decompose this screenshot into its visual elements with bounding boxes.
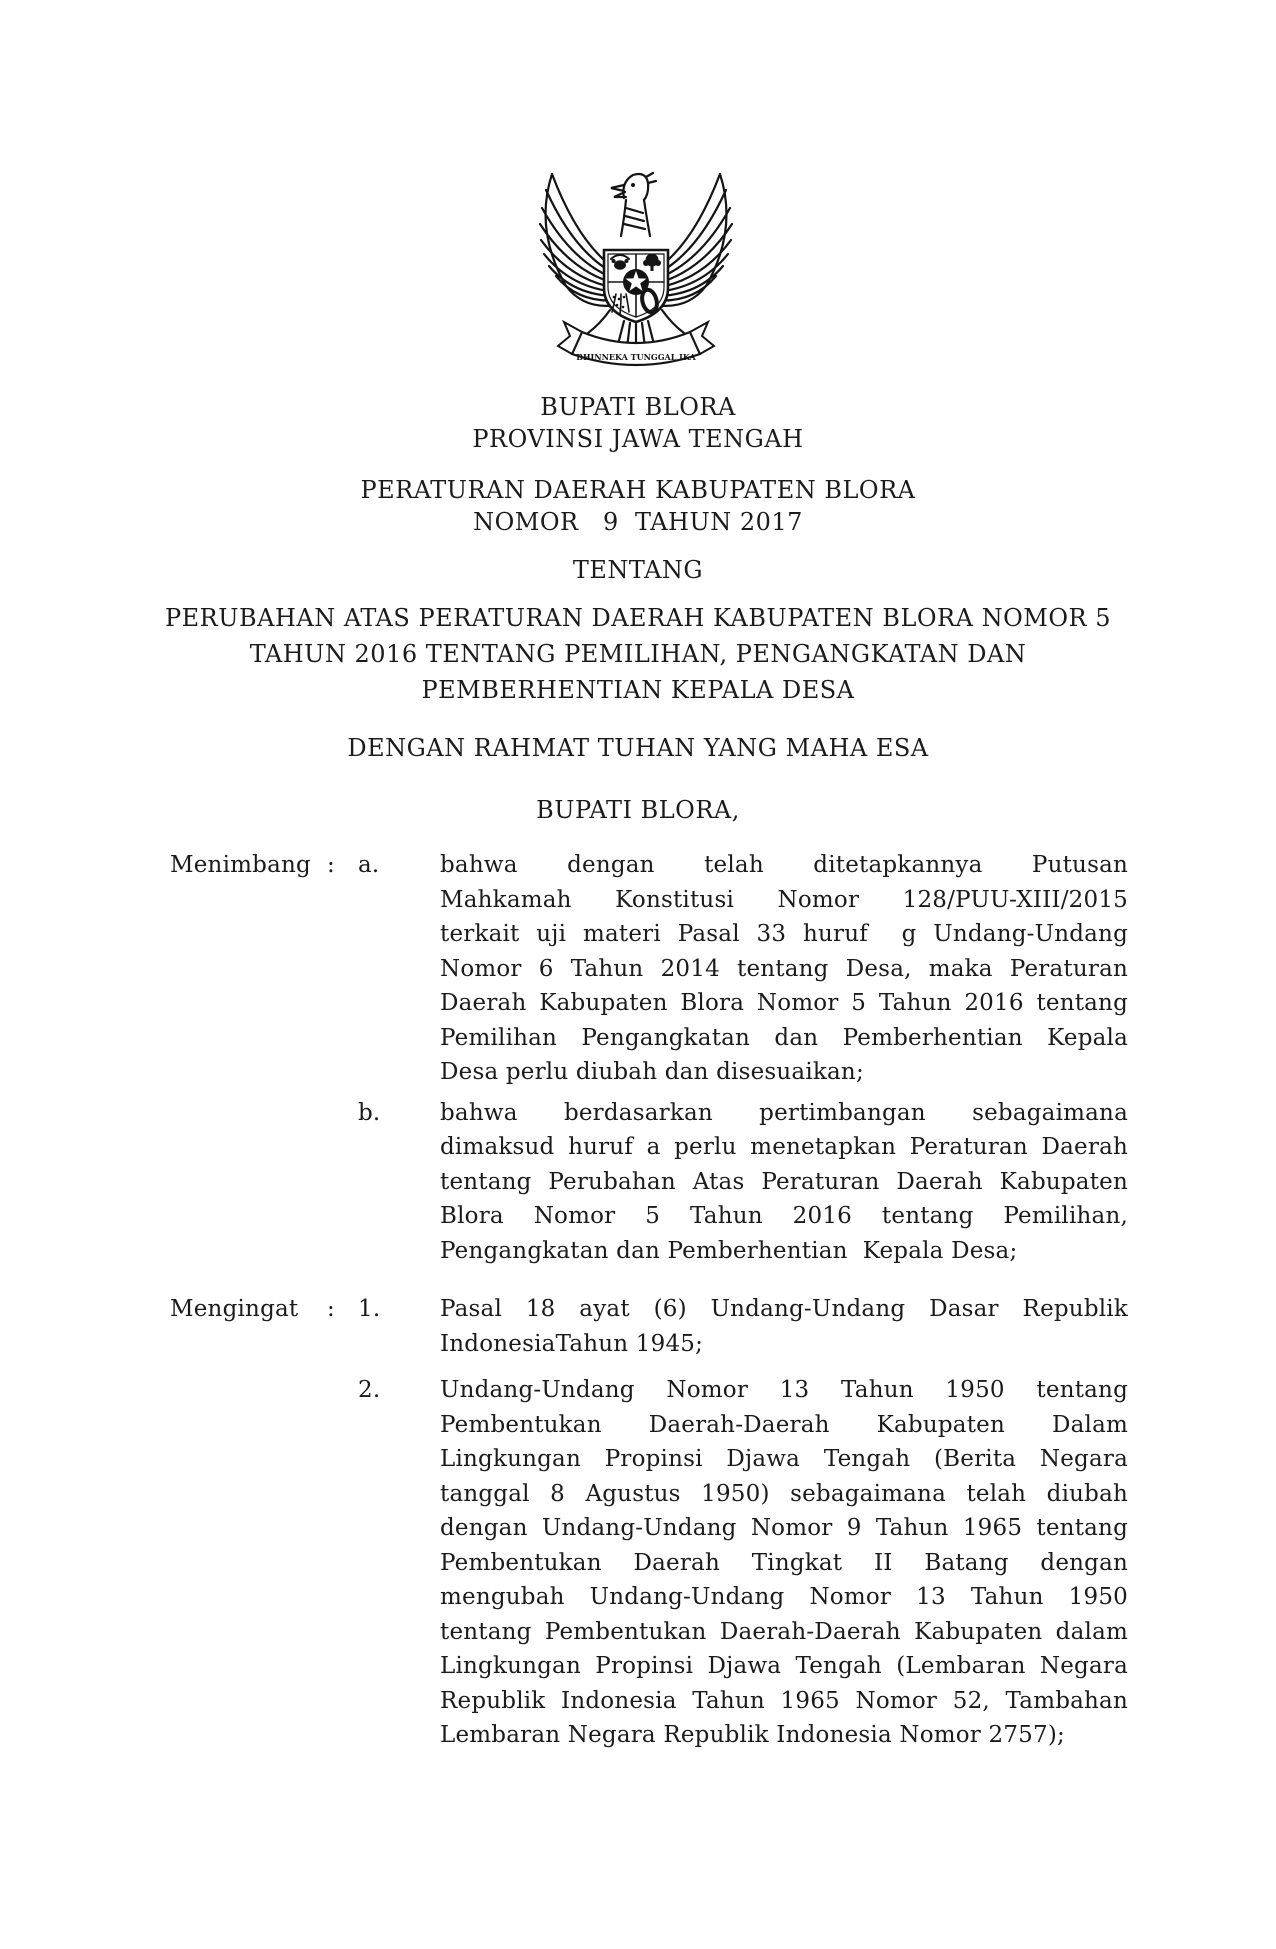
body-line: bahwa berdasarkan pertimbangan sebagaimana: [440, 1099, 1128, 1126]
garuda-pancasila-emblem: [536, 164, 736, 378]
item-marker: 1.: [358, 1296, 381, 1322]
body-line: IndonesiaTahun 1945;: [440, 1330, 704, 1357]
body-line: tentang Perubahan Atas Peraturan Daerah Kabupaten: [440, 1168, 1128, 1195]
body-line: Pembentukan Daerah Tingkat II Batang dengan: [440, 1549, 1128, 1576]
regulation-number: NOMOR 9 TAHUN 2017: [473, 508, 803, 536]
body-line: terkait uji materi Pasal 33 huruf g Undang-Undang: [440, 921, 1128, 947]
section-mengingat: [170, 1292, 1128, 1753]
item-text: [440, 1292, 1128, 1361]
body-line: Lembaran Negara Republik Indonesia Nomor 2757);: [440, 1722, 1065, 1748]
body-line: Republik Indonesia Tahun 1965 Nomor 52, Tambahan: [440, 1687, 1128, 1714]
body-line: bahwa dengan telah ditetapkannya Putusan: [440, 852, 1128, 878]
section-label: Mengingat: [170, 1296, 299, 1322]
item-marker: a.: [358, 852, 380, 878]
about-label: TENTANG: [572, 556, 704, 584]
body-line: Undang-Undang Nomor 13 Tahun 1950 tentang: [440, 1377, 1128, 1403]
body-line: mengubah Undang-Undang Nomor 13 Tahun 1950: [440, 1584, 1128, 1610]
section-label: Menimbang: [170, 852, 311, 878]
body-line: Blora Nomor 5 Tahun 2016 tentang Pemilihan,: [440, 1203, 1128, 1229]
body-line: Pasal 18 ayat (6) Undang-Undang Dasar Republik: [440, 1296, 1128, 1322]
ribbon-motto-text: BHINNEKA TUNGGAL IKA: [576, 352, 696, 362]
body-line: dengan Undang-Undang Nomor 9 Tahun 1965 tentang: [440, 1515, 1128, 1541]
body-line: dimaksud huruf a perlu menetapkan Peraturan Daerah: [440, 1134, 1128, 1160]
grace-line: DENGAN RAHMAT TUHAN YANG MAHA ESA: [347, 734, 929, 762]
body-line: Desa perlu diubah dan disesuaikan;: [440, 1059, 864, 1085]
body-line: Lingkungan Propinsi Djawa Tengah (Lembaran Negara: [440, 1653, 1128, 1679]
subject-line: TAHUN 2016 TENTANG PEMILIHAN, PENGANGKATAN DAN: [249, 640, 1027, 668]
section-colon: :: [327, 852, 335, 878]
body-line: Pengangkatan dan Pemberhentian Kepala Desa;: [440, 1237, 1018, 1264]
body-line: Pemilihan Pengangkatan dan Pemberhentian Kepala: [440, 1024, 1128, 1051]
body-line: Daerah Kabupaten Blora Nomor 5 Tahun 2016 tentang: [440, 990, 1128, 1016]
body-line: Pembentukan Daerah-Daerah Kabupaten Dalam: [440, 1411, 1128, 1438]
pancasila-shield-icon: [604, 250, 668, 322]
document-body: [170, 848, 1128, 1753]
item-marker: b.: [358, 1099, 381, 1126]
section-menimbang: [170, 848, 1128, 1268]
item-text: [440, 1373, 1128, 1753]
body-line: Lingkungan Propinsi Djawa Tengah (Berita Negara: [440, 1446, 1128, 1472]
list-item: [170, 1292, 1128, 1361]
item-text: [440, 1096, 1128, 1269]
body-line: Nomor 6 Tahun 2014 tentang Desa, maka Peraturan: [440, 955, 1128, 982]
item-text: [440, 848, 1128, 1090]
subject-line: PERUBAHAN ATAS PERATURAN DAERAH KABUPATEN BLORA NOMOR 5: [165, 604, 1111, 632]
regulation-title: PERATURAN DAERAH KABUPATEN BLORA: [360, 476, 916, 504]
section-colon: :: [327, 1296, 335, 1322]
list-item: [170, 1096, 1128, 1269]
province-title: PROVINSI JAWA TENGAH: [472, 425, 804, 453]
list-item: [170, 1373, 1128, 1753]
item-marker: 2.: [358, 1377, 381, 1403]
body-line: tanggal 8 Agustus 1950) sebagaimana telah diubah: [440, 1480, 1128, 1507]
emblem: [536, 164, 736, 378]
subject-title: [0, 600, 1276, 708]
body-line: Mahkamah Konstitusi Nomor 128/PUU-XIII/2015: [440, 886, 1128, 913]
subject-line: PEMBERHENTIAN KEPALA DESA: [421, 676, 855, 704]
office-title: BUPATI BLORA: [540, 393, 736, 421]
list-item: [170, 848, 1128, 1090]
body-line: tentang Pembentukan Daerah-Daerah Kabupaten dalam: [440, 1618, 1128, 1645]
issuer-line: BUPATI BLORA,: [536, 796, 740, 824]
